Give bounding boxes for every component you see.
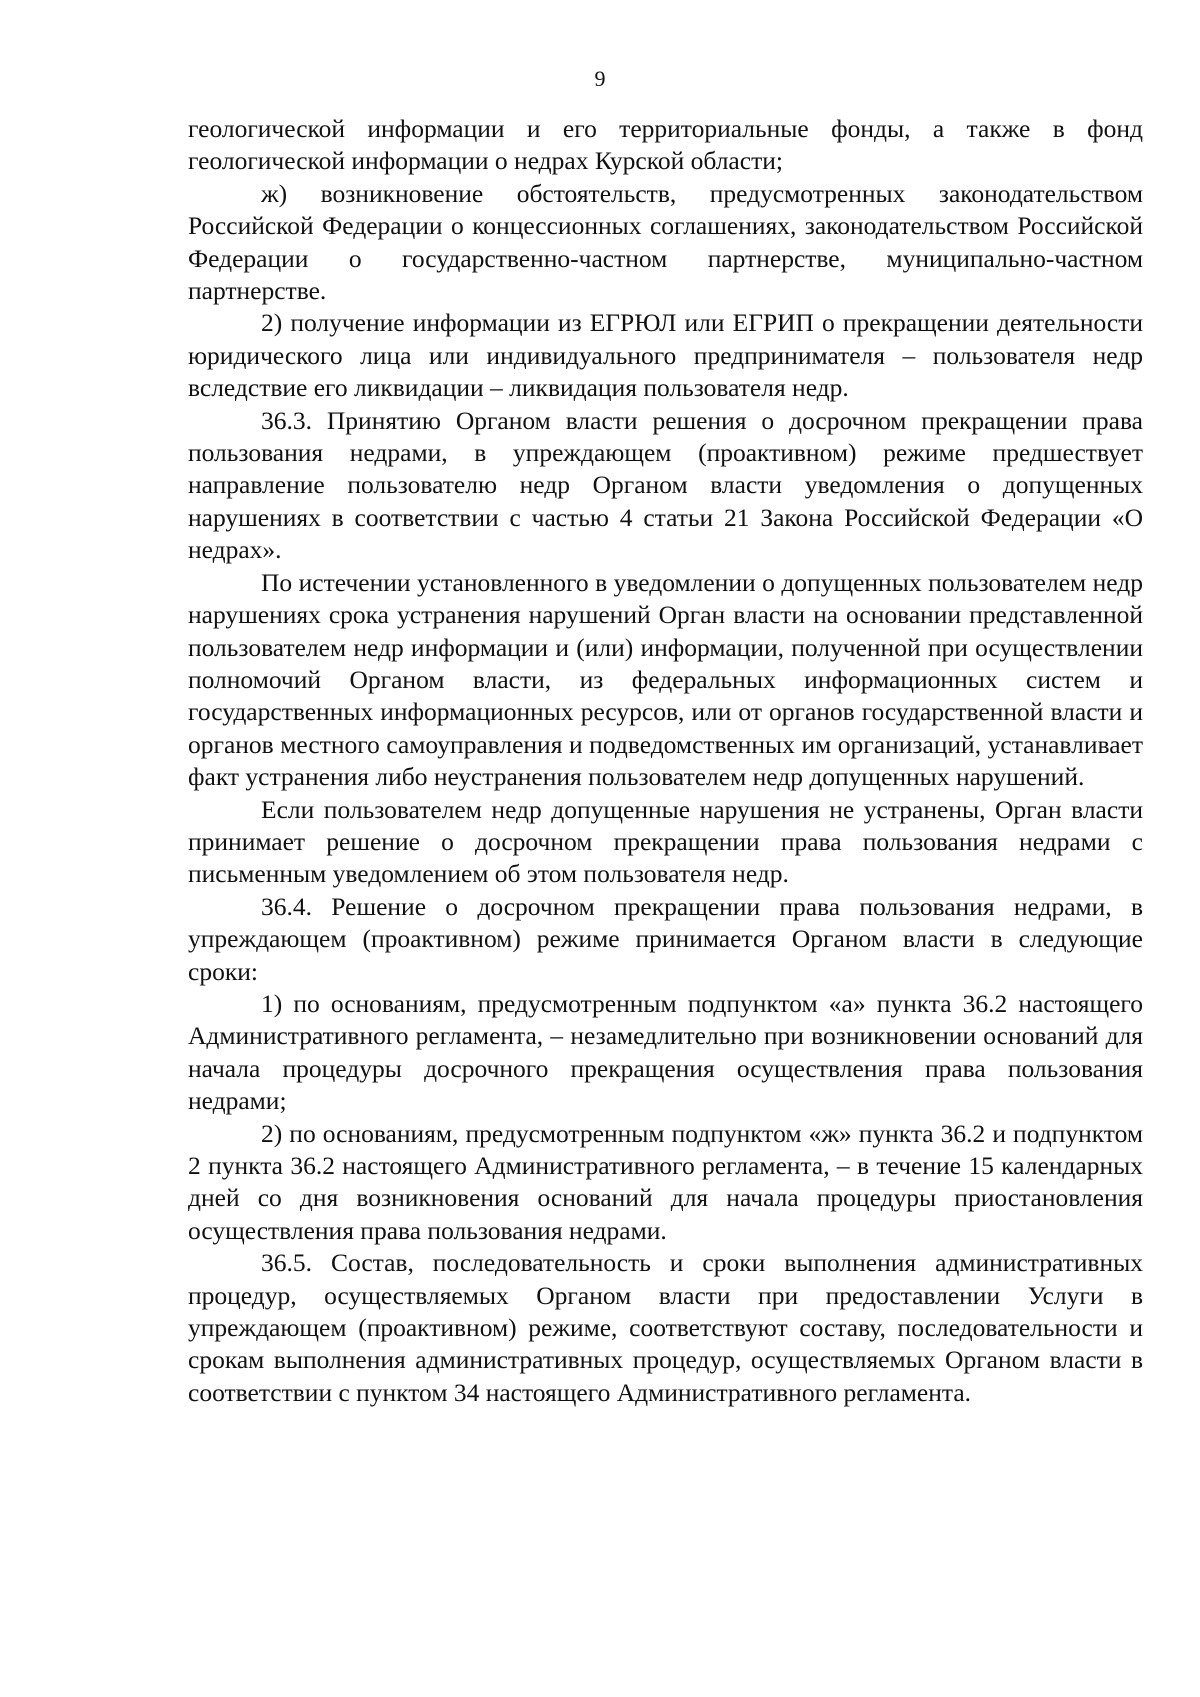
page-number: 9	[594, 66, 606, 91]
paragraph-36-3: 36.3. Принятию Органом власти решения о досрочном прекращении права пользования недрами, в упреждающем (проактивном) режиме предшествует направление пользователю недр Органом власти уведомления о допущенных нарушениях в соответствии с частью 4 статьи 21 Закона Российской Федерации «О недрах».	[188, 405, 1143, 565]
paragraph-item-zh: ж) возникновение обстоятельств, предусмотренных законодательством Российской Федерации о концессионных соглашениях, законодательством Российской Федерации о государственно-частном партнерстве, муниципально-частном партнерстве.	[188, 178, 1143, 306]
paragraph-deadline-expiry: По истечении установленного в уведомлении о допущенных пользователем недр нарушениях срока устранения нарушений Орган власти на основании представленной пользователем недр информации и (или) информации, полученной при осуществлении полномочий Органом власти, из федеральных информационных систем и государственных информационных ресурсов, или от органов государственной власти и органов местного самоуправления и подведомственных им организаций, устанавливает факт устранения либо неустранения пользователем недр допущенных нарушений.	[188, 567, 1143, 792]
paragraph-36-4: 36.4. Решение о досрочном прекращении права пользования недрами, в упреждающем (проактивном) режиме принимается Органом власти в следующие сроки:	[188, 891, 1143, 986]
paragraph-violations-not-fixed: Если пользователем недр допущенные нарушения не устранены, Орган власти принимает решение о досрочном прекращении права пользования недрами с письменным уведомлением об этом пользователя недр.	[188, 794, 1143, 889]
paragraph-item-2-egrul: 2) получение информации из ЕГРЮЛ или ЕГРИП о прекращении деятельности юридического лица или индивидуального предпринимателя – пользователя недр вследствие его ликвидации – ликвидация пользователя недр.	[188, 308, 1143, 403]
paragraph-36-4-item-1: 1) по основаниям, предусмотренным подпунктом «а» пункта 36.2 настоящего Административного регламента, – незамедлительно при возникновении оснований для начала процедуры досрочного прекращения осуществления права пользования недрами;	[188, 988, 1143, 1116]
paragraph-geological-funds: геологической информации и его территориальные фонды, а также в фонд геологической информации о недрах Курской области;	[188, 114, 1143, 176]
paragraph-36-5: 36.5. Состав, последовательность и сроки выполнения административных процедур, осуществляемых Органом власти при предоставлении Услуги в упреждающем (проактивном) режиме, соответствуют составу, последовательности и срокам выполнения административных процедур, осуществляемых Органом власти в соответствии с пунктом 34 настоящего Административного регламента.	[188, 1248, 1143, 1407]
paragraph-36-4-item-2: 2) по основаниям, предусмотренным подпунктом «ж» пункта 36.2 и подпунктом 2 пункта 36.2 настоящего Административного регламента, – в течение 15 календарных дней со дня возникновения оснований для начала процедуры приостановления осуществления права пользования недрами.	[188, 1118, 1143, 1245]
document-body	[188, 113, 1143, 1409]
